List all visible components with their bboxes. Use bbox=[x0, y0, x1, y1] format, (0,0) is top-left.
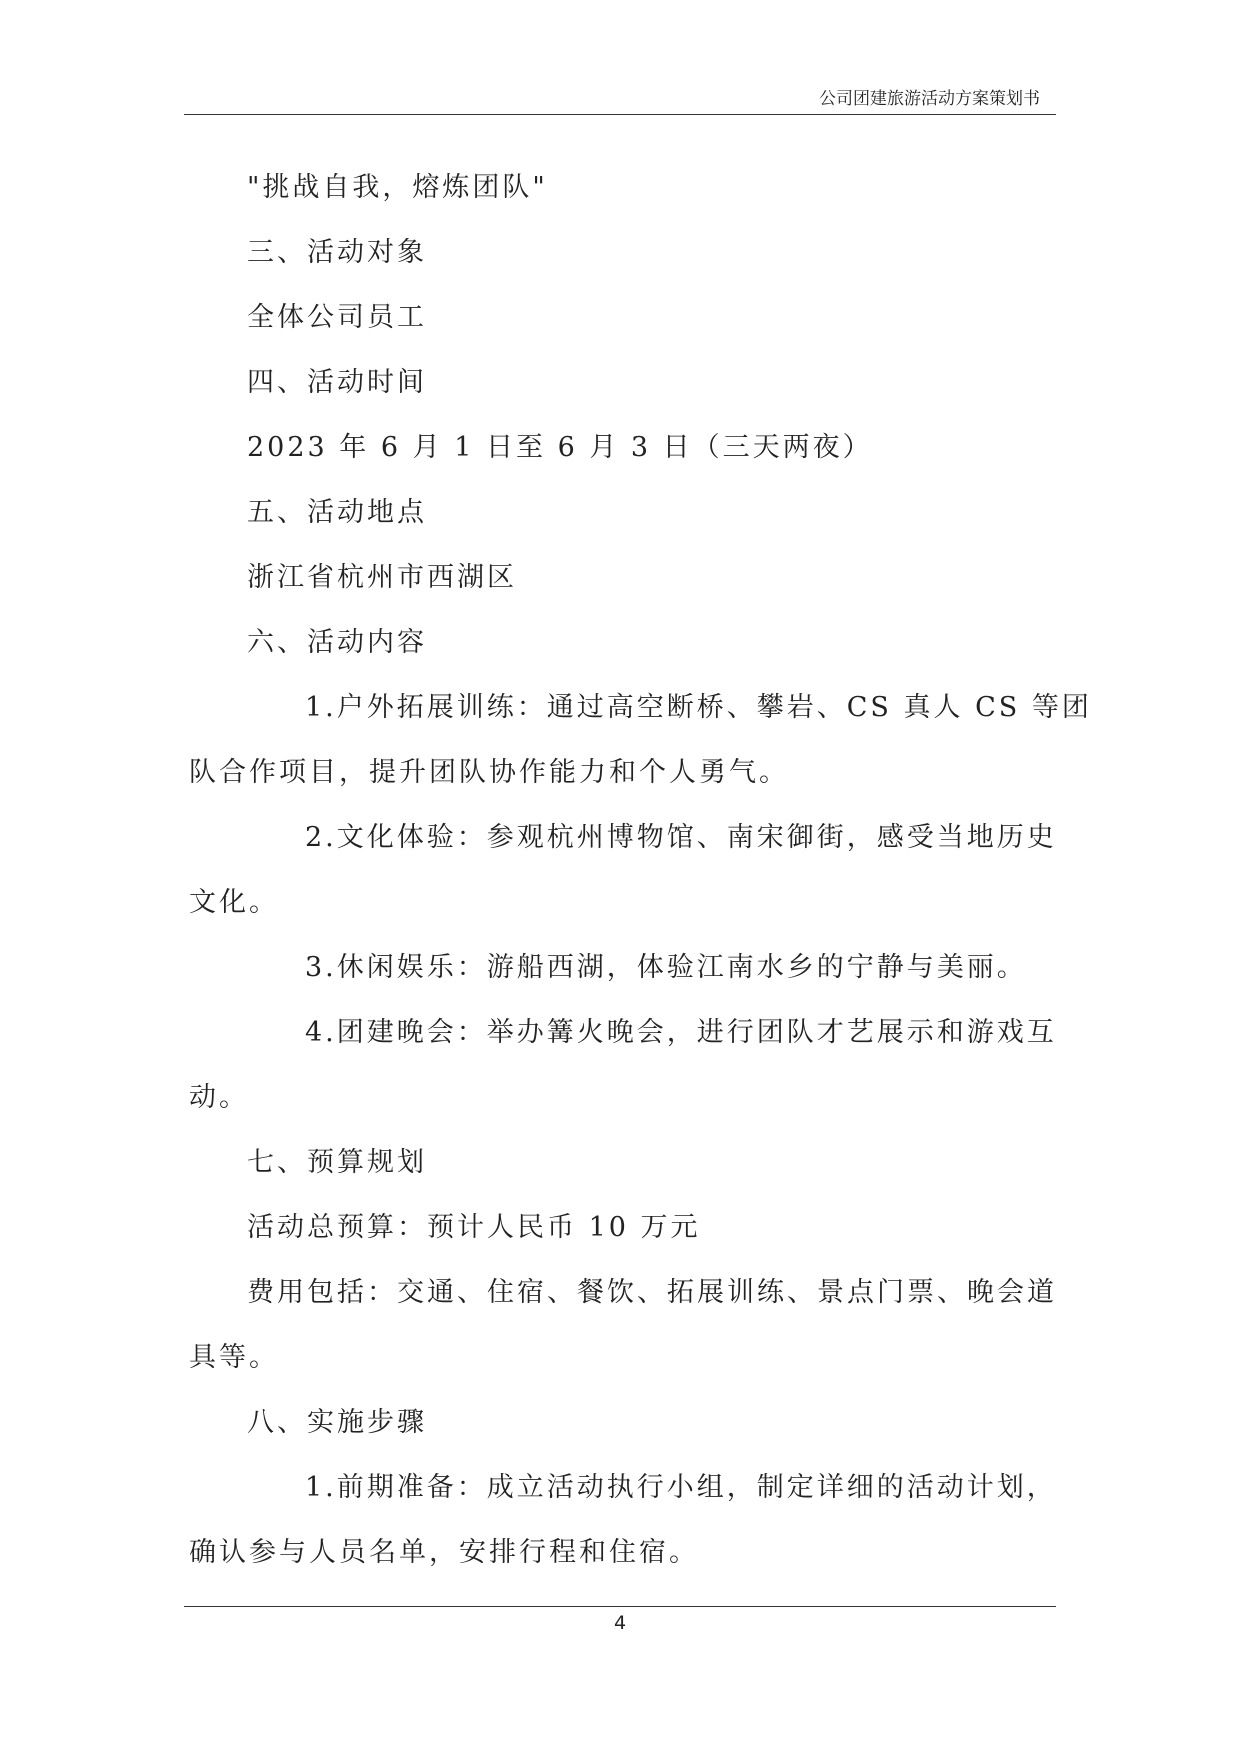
paragraph-line: 确认参与人员名单，安排行程和住宿。 bbox=[189, 1537, 699, 1568]
section-heading-location: 五、活动地点 bbox=[247, 497, 427, 528]
paragraph-line: 活动总预算：预计人民币 10 万元 bbox=[247, 1212, 701, 1243]
paragraph-line: 1.前期准备：成立活动执行小组，制定详细的活动计划， bbox=[305, 1472, 1057, 1503]
theme-line: "挑战自我，熔炼团队" bbox=[247, 172, 548, 203]
paragraph-line: 队合作项目，提升团队协作能力和个人勇气。 bbox=[189, 757, 789, 788]
location-text: 浙江省杭州市西湖区 bbox=[247, 562, 517, 593]
paragraph-line: 动。 bbox=[189, 1082, 249, 1113]
section-heading-budget: 七、预算规划 bbox=[247, 1147, 427, 1178]
audience-text: 全体公司员工 bbox=[247, 302, 427, 333]
paragraph-line: 4.团建晚会：举办篝火晚会，进行团队才艺展示和游戏互 bbox=[305, 1017, 1057, 1048]
running-header: 公司团建旅游活动方案策划书 bbox=[819, 89, 1040, 109]
page-number: 4 bbox=[613, 1612, 627, 1634]
paragraph-line: 具等。 bbox=[189, 1342, 279, 1373]
section-heading-content: 六、活动内容 bbox=[247, 627, 427, 658]
footer-divider bbox=[184, 1606, 1056, 1607]
time-text: 2023 年 6 月 1 日至 6 月 3 日（三天两夜） bbox=[247, 432, 873, 463]
paragraph-line: 文化。 bbox=[189, 887, 279, 918]
paragraph-line: 3.休闲娱乐：游船西湖，体验江南水乡的宁静与美丽。 bbox=[305, 952, 1027, 983]
section-heading-steps: 八、实施步骤 bbox=[247, 1407, 427, 1438]
header-divider bbox=[184, 114, 1056, 115]
document-body bbox=[189, 155, 1092, 1585]
paragraph-line: 费用包括：交通、住宿、餐饮、拓展训练、景点门票、晚会道 bbox=[247, 1277, 1057, 1308]
section-heading-time: 四、活动时间 bbox=[247, 367, 427, 398]
section-heading-audience: 三、活动对象 bbox=[247, 237, 427, 268]
paragraph-line: 2.文化体验：参观杭州博物馆、南宋御街，感受当地历史 bbox=[305, 822, 1057, 853]
paragraph-line: 1.户外拓展训练：通过高空断桥、攀岩、CS 真人 CS 等团 bbox=[305, 692, 1092, 723]
